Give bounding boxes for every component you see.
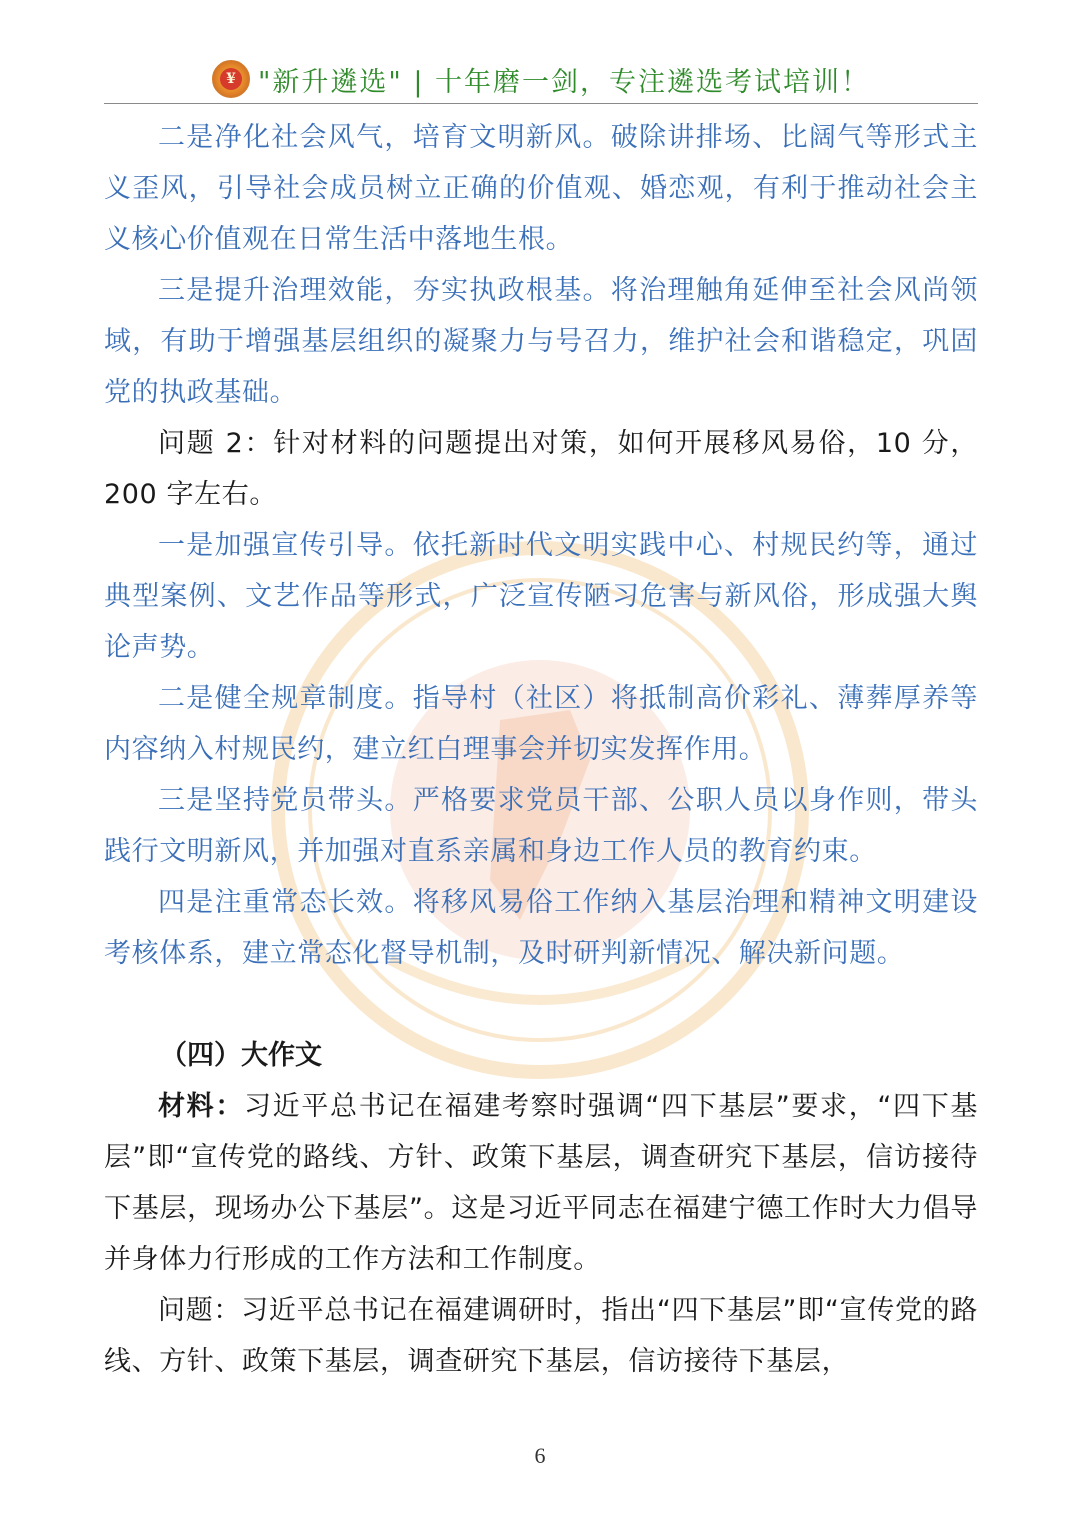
countermeasure-1: 一是加强宣传引导。依托新时代文明实践中心、村规民约等，通过典型案例、文艺作品等形式，广泛宣传陋习危害与新风俗，形成强大舆论声势。	[104, 530, 978, 663]
countermeasure-3: 三是坚持党员带头。严格要求党员干部、公职人员以身作则，带头践行文明新风，并加强对直系亲属和身边工作人员的教育约束。	[104, 785, 978, 867]
header-slogan: "新升遴选" | 十年磨一剑，专注遴选考试培训！	[257, 66, 871, 98]
material-label: 材料：	[158, 1091, 245, 1122]
answer-paragraph-2: 二是净化社会风气，培育文明新风。破除讲排场、比阔气等形式主义歪风，引导社会成员树立正确的价值观、婚恋观，有利于推动社会主义核心价值观在日常生活中落地生根。	[104, 122, 978, 255]
document-body	[104, 112, 978, 1387]
page-number: 6	[534, 1443, 546, 1468]
countermeasure-4: 四是注重常态长效。将移风易俗工作纳入基层治理和精神文明建设考核体系，建立常态化督导机制，及时研判新情况、解决新问题。	[104, 887, 978, 969]
material-text: 习近平总书记在福建考察时强调“四下基层”要求，“四下基层”即“宣传党的路线、方针、政策下基层，调查研究下基层，信访接待下基层，现场办公下基层”。这是习近平同志在福建宁德工作时大力倡导并身体力行形成的工作方法和工作制度。	[104, 1091, 978, 1275]
header-divider	[104, 103, 978, 104]
essay-question: 问题：习近平总书记在福建调研时，指出“四下基层”即“宣传党的路线、方针、政策下基层，调查研究下基层，信访接待下基层，	[104, 1295, 978, 1377]
countermeasure-2: 二是健全规章制度。指导村（社区）将抵制高价彩礼、薄葬厚养等内容纳入村规民约，建立红白理事会并切实发挥作用。	[104, 683, 978, 765]
page-header	[104, 54, 978, 104]
answer-paragraph-3: 三是提升治理效能，夯实执政根基。将治理触角延伸至社会风尚领域，有助于增强基层组织的凝聚力与号召力，维护社会和谐稳定，巩固党的执政基础。	[104, 275, 978, 408]
question-2: 问题 2：针对材料的问题提出对策，如何开展移风易俗，10 分，200 字左右。	[104, 428, 978, 510]
spacer	[104, 979, 978, 1030]
material-paragraph	[104, 1081, 978, 1285]
brand-logo-icon: ¥	[212, 60, 250, 98]
section-title: （四）大作文	[160, 1040, 322, 1071]
